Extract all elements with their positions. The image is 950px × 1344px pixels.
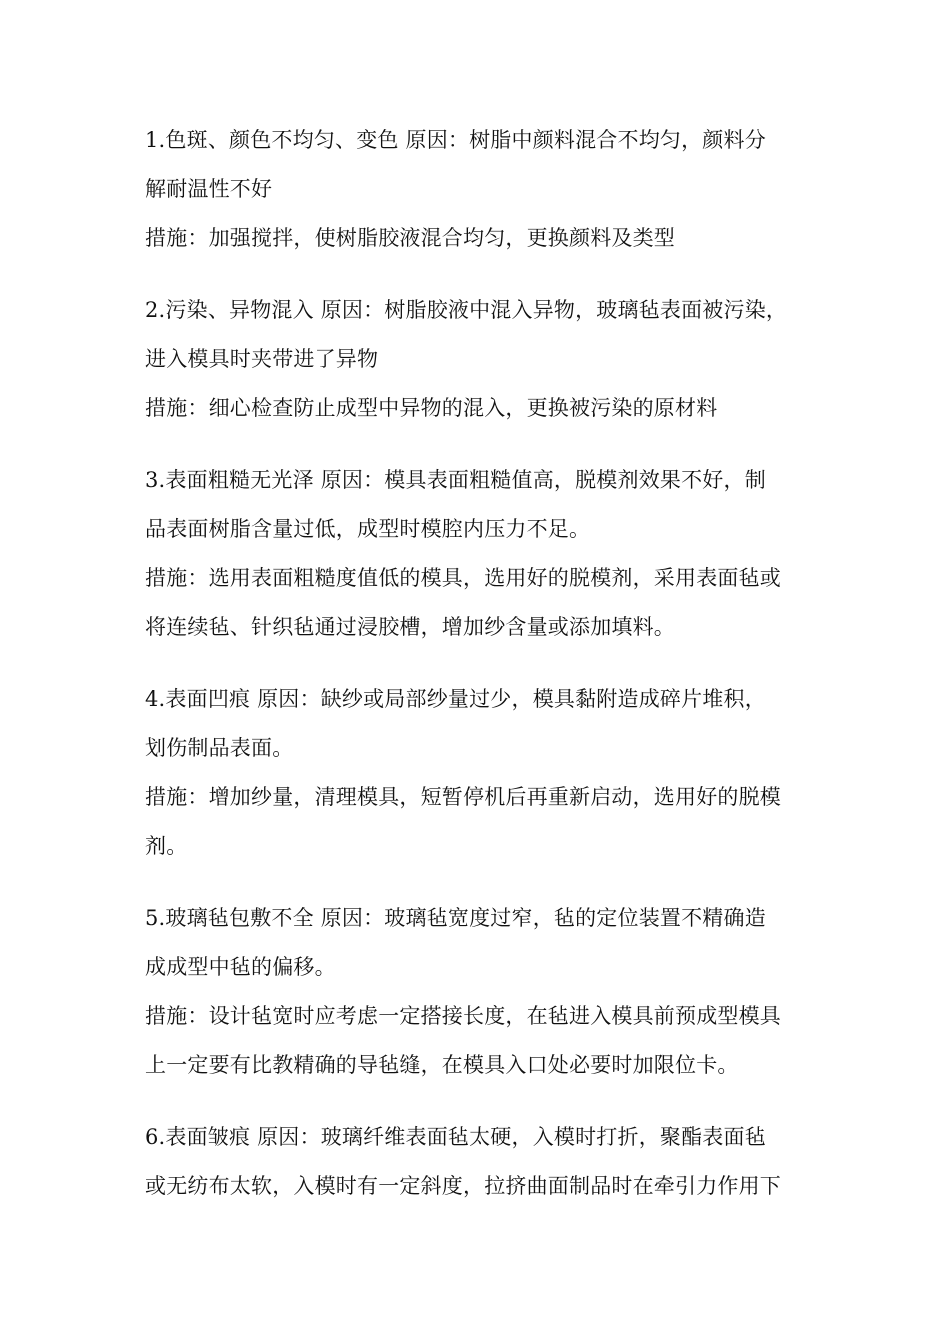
section-6 xyxy=(145,1113,810,1211)
measure-line: 将连续毡、针织毡通过浸胶槽，增加纱含量或添加填料。 xyxy=(145,615,675,639)
cause-line: 3.表面粗糙无光泽 原因：模具表面粗糙值高，脱模剂效果不好，制 xyxy=(145,468,766,492)
section-5 xyxy=(145,894,810,1090)
paragraph-gap xyxy=(145,263,810,286)
measure-line: 措施：细心检查防止成型中异物的混入，更换被污染的原材料 xyxy=(145,396,718,420)
cause-line: 进入模具时夹带进了异物 xyxy=(145,347,379,371)
cause-line: 成成型中毡的偏移。 xyxy=(145,955,336,979)
paragraph-gap xyxy=(145,433,810,456)
cause-line: 划伤制品表面。 xyxy=(145,736,294,760)
cause-line: 6.表面皱痕 原因：玻璃纤维表面毡太硬，入模时打折，聚酯表面毡 xyxy=(145,1125,766,1149)
measure-line: 措施：选用表面粗糙度值低的模具，选用好的脱模剂，采用表面毡或 xyxy=(145,566,781,590)
cause-line: 品表面树脂含量过低，成型时模腔内压力不足。 xyxy=(145,517,591,541)
measure-line: 措施：增加纱量，清理模具，短暂停机后再重新启动，选用好的脱模 xyxy=(145,785,781,809)
cause-line: 4.表面凹痕 原因：缺纱或局部纱量过少，模具黏附造成碎片堆积， xyxy=(145,687,766,711)
measure-line: 上一定要有比教精确的导毡缝，在模具入口处必要时加限位卡。 xyxy=(145,1053,739,1077)
section-4 xyxy=(145,675,810,871)
cause-line: 解耐温性不好 xyxy=(145,177,273,201)
paragraph-gap xyxy=(145,871,810,894)
measure-line: 剂。 xyxy=(145,834,188,858)
paragraph-gap xyxy=(145,1090,810,1113)
cause-line: 1.色斑、颜色不均匀、变色 原因：树脂中颜料混合不均匀，颜料分 xyxy=(145,128,766,152)
cause-line: 或无纺布太软，入模时有一定斜度，拉挤曲面制品时在牵引力作用下 xyxy=(145,1174,781,1198)
measure-line: 措施：设计毡宽时应考虑一定搭接长度，在毡进入模具前预成型模具 xyxy=(145,1004,781,1028)
cause-line: 2.污染、异物混入 原因：树脂胶液中混入异物，玻璃毡表面被污染， xyxy=(145,298,788,322)
document-page xyxy=(145,116,810,1211)
section-2 xyxy=(145,286,810,433)
section-1 xyxy=(145,116,810,263)
cause-line: 5.玻璃毡包敷不全 原因：玻璃毡宽度过窄，毡的定位装置不精确造 xyxy=(145,906,766,930)
measure-line: 措施：加强搅拌，使树脂胶液混合均匀，更换颜料及类型 xyxy=(145,226,675,250)
section-3 xyxy=(145,456,810,652)
paragraph-gap xyxy=(145,652,810,675)
